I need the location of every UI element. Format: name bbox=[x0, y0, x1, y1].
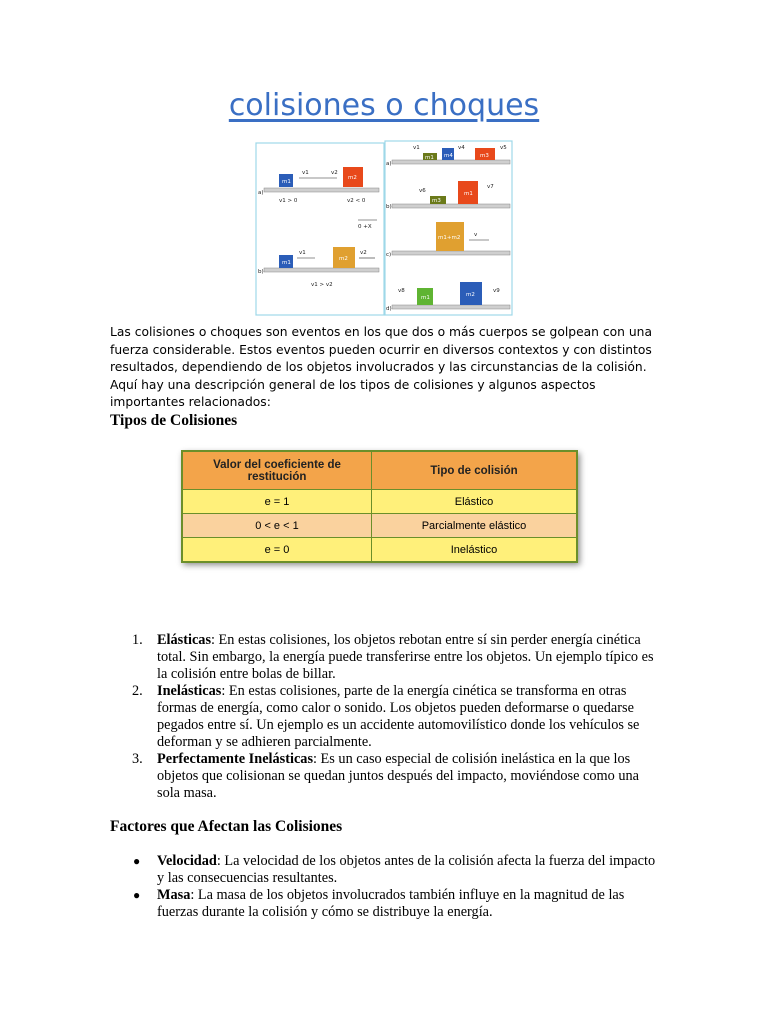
table-cell: e = 0 bbox=[182, 538, 372, 563]
list-text: : En estas colisiones, parte de la energía cinética se transforma en otras formas de energía, como calor o sonido. Los objetos pueden deformarse o quedarse pegados entre sí. Un ejemplo es un accidente automovilístico donde los vehículos se deforman y se adhieren parcialmente. bbox=[157, 683, 640, 750]
right-a-label: a) bbox=[386, 161, 392, 167]
intro-paragraph: Las colisiones o choques son eventos en los que dos o más cuerpos se golpean con una fuerza considerable. Estos eventos pueden ocurrir en diversos contextos y con distintos resultados, dependiendo de los objetos involucrados y las circunstancias de la colisión. Aquí hay una descripción general de los tipos de colisiones y algunos aspectos importantes relacionados: bbox=[110, 325, 652, 409]
list-item bbox=[132, 751, 662, 802]
list-text: : Es un caso especial de colisión inelástica en la que los objetos que colisionan se quedan juntos después del impacto, moviéndose como una sola masa. bbox=[157, 751, 640, 801]
mass-label: m1 bbox=[282, 260, 291, 266]
table-cell: Inelástico bbox=[372, 538, 578, 563]
table-header: Valor del coeficiente de restitución bbox=[182, 451, 372, 490]
condition-label: v1 > 0 bbox=[279, 198, 298, 204]
table-row bbox=[182, 538, 577, 563]
list-number: 1. bbox=[132, 632, 143, 648]
mass-label: m2 bbox=[339, 256, 348, 262]
track bbox=[264, 188, 379, 192]
collision-diagram bbox=[255, 140, 513, 316]
mass-label: m2 bbox=[348, 175, 357, 181]
track bbox=[264, 268, 379, 272]
velocity-label: v9 bbox=[493, 288, 500, 294]
right-d-label: d) bbox=[386, 306, 392, 312]
mass-label: m2 bbox=[466, 292, 475, 298]
list-text: : En estas colisiones, los objetos rebotan entre sí sin perder energía cinética total. Sin embargo, la energía puede transferirse entre los objetos. Un ejemplo típico es la colisión entre bolas de billar. bbox=[157, 632, 654, 682]
list-item bbox=[132, 632, 662, 683]
section-heading-types: Tipos de Colisiones bbox=[110, 412, 238, 429]
velocity-label: v1 bbox=[413, 145, 420, 151]
track bbox=[392, 251, 510, 255]
factors-list bbox=[133, 853, 662, 921]
track bbox=[392, 160, 510, 164]
right-b-label: b) bbox=[386, 204, 392, 210]
velocity-label: v4 bbox=[458, 145, 465, 151]
list-term: Velocidad bbox=[157, 853, 217, 869]
table-cell: Elástico bbox=[372, 490, 578, 514]
velocity-label: v7 bbox=[487, 184, 494, 190]
table-row bbox=[182, 490, 577, 514]
section-heading-factors: Factores que Afectan las Colisiones bbox=[110, 818, 343, 835]
velocity-label: v5 bbox=[500, 145, 507, 151]
table-header: Tipo de colisión bbox=[372, 451, 578, 490]
velocity-label: v2 bbox=[360, 250, 367, 256]
axis-label: 0 +X bbox=[358, 224, 372, 230]
table-cell: e = 1 bbox=[182, 490, 372, 514]
mass-label: m1 bbox=[425, 155, 434, 161]
list-term: Masa bbox=[157, 887, 191, 903]
velocity-label: v2 bbox=[331, 170, 338, 176]
collision-types-list bbox=[132, 632, 662, 802]
velocity-label: v8 bbox=[398, 288, 405, 294]
list-item bbox=[132, 683, 662, 751]
mass-label: m4 bbox=[444, 153, 453, 159]
list-number: 2. bbox=[132, 683, 143, 699]
mass-label: m1 bbox=[464, 191, 473, 197]
list-term: Inelásticas bbox=[157, 683, 222, 699]
right-c-label: c) bbox=[386, 252, 392, 258]
velocity-label: v1 bbox=[299, 250, 306, 256]
mass-label: m1 bbox=[282, 179, 291, 185]
mass-label: m3 bbox=[480, 153, 489, 159]
condition-label: v1 > v2 bbox=[311, 282, 333, 288]
bullet-icon: ● bbox=[133, 888, 141, 902]
velocity-label: v6 bbox=[419, 188, 426, 194]
left-b-label: b) bbox=[258, 269, 264, 275]
page-title: colisiones o choques bbox=[228, 88, 540, 123]
left-a-label: a) bbox=[258, 190, 264, 196]
table-row bbox=[182, 514, 577, 538]
restitution-table bbox=[181, 450, 578, 563]
list-text: : La velocidad de los objetos antes de la colisión afecta la fuerza del impacto y las consecuencias resultantes. bbox=[157, 853, 656, 886]
condition-label: v2 < 0 bbox=[347, 198, 366, 204]
track bbox=[392, 204, 510, 208]
mass-label: m1 bbox=[421, 295, 430, 301]
list-text: : La masa de los objetos involucrados también influye en la magnitud de las fuerzas durante la colisión y cómo se distribuye la energía. bbox=[157, 887, 625, 920]
list-term: Elásticas bbox=[157, 632, 212, 648]
list-item bbox=[133, 887, 662, 921]
mass-label: m1+m2 bbox=[438, 235, 461, 241]
table-cell: Parcialmente elástico bbox=[372, 514, 578, 538]
table-cell: 0 < e < 1 bbox=[182, 514, 372, 538]
velocity-label: v1 bbox=[302, 170, 309, 176]
velocity-label: v bbox=[474, 232, 478, 238]
mass-label: m3 bbox=[432, 198, 441, 204]
bullet-icon: ● bbox=[133, 854, 141, 868]
track bbox=[392, 305, 510, 309]
list-term: Perfectamente Inelásticas bbox=[157, 751, 314, 767]
restitution-table-wrapper bbox=[181, 450, 578, 562]
list-item bbox=[133, 853, 662, 887]
list-number: 3. bbox=[132, 751, 143, 767]
